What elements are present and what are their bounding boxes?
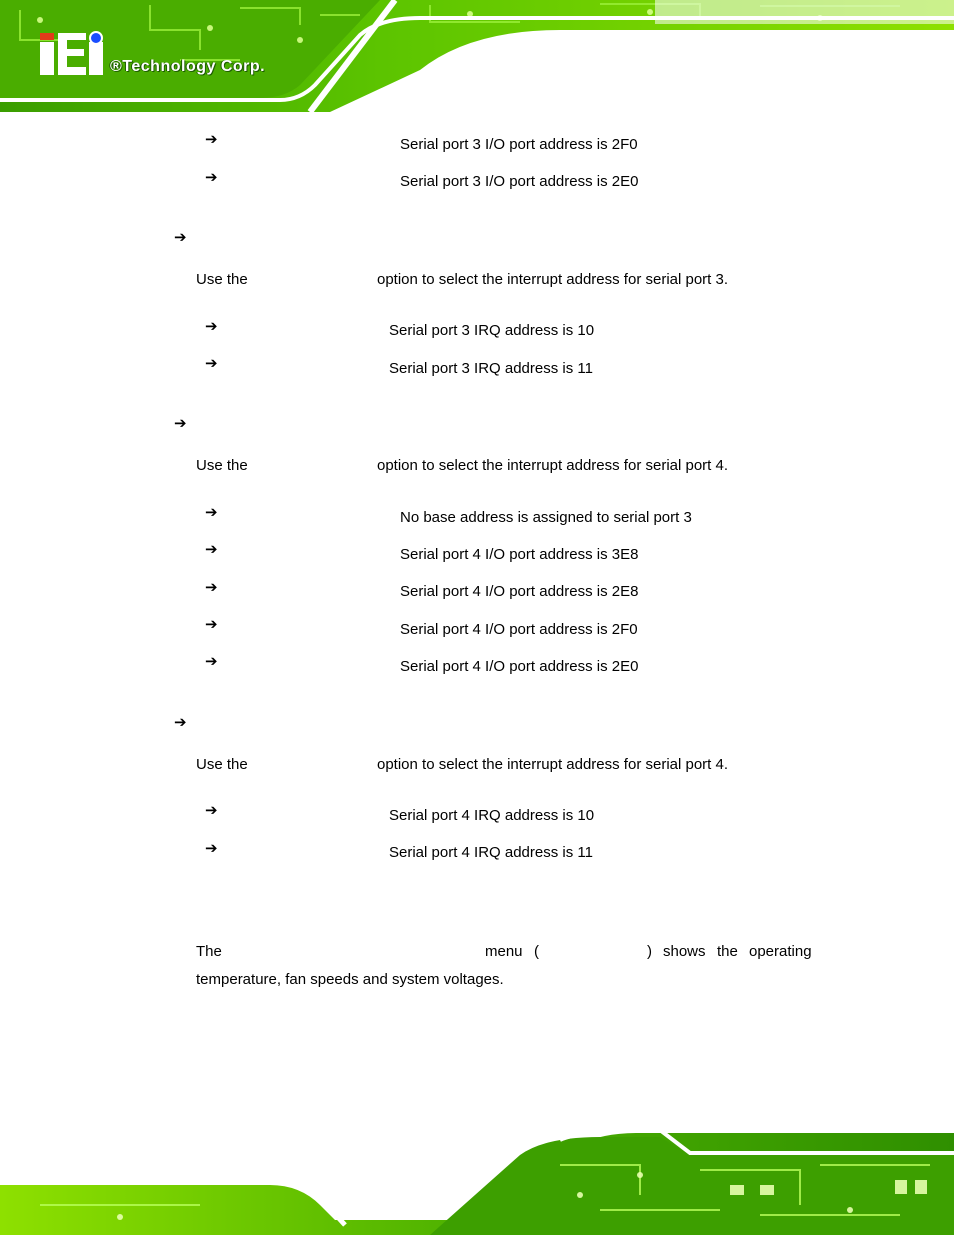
option-explanation: option to select the interrupt address for serial port 4. xyxy=(377,756,729,773)
option-description: Serial port 3 IRQ address is 10 xyxy=(389,322,595,339)
arrow-right-icon: ➔ xyxy=(205,503,218,521)
option-description: Serial port 3 I/O port address is 2E0 xyxy=(400,173,639,190)
use-the-text: Use the xyxy=(196,271,248,288)
option-description: Serial port 4 IRQ address is 10 xyxy=(389,807,595,824)
option-description: Serial port 4 I/O port address is 2E8 xyxy=(400,583,639,600)
para-word: ) xyxy=(647,943,652,960)
arrow-right-icon: ➔ xyxy=(205,130,218,148)
arrow-right-icon: ➔ xyxy=(205,839,218,857)
brand-name: ®Technology Corp. xyxy=(110,58,266,75)
arrow-right-icon: ➔ xyxy=(205,168,218,186)
option-description: Serial port 4 IRQ address is 11 xyxy=(389,844,593,861)
option-description: Serial port 3 IRQ address is 11 xyxy=(389,360,593,377)
para-word: operating xyxy=(749,943,812,960)
option-explanation: option to select the interrupt address for serial port 3. xyxy=(377,271,729,288)
arrow-right-icon: ➔ xyxy=(205,354,218,372)
paragraph-line: temperature, fan speeds and system voltages. xyxy=(196,971,504,988)
option-description: Serial port 3 I/O port address is 2F0 xyxy=(400,136,638,153)
para-word: menu xyxy=(485,943,523,960)
para-word: the xyxy=(717,943,738,960)
arrow-right-icon: ➔ xyxy=(174,414,187,432)
footer-banner xyxy=(0,1125,954,1235)
arrow-right-icon: ➔ xyxy=(205,540,218,558)
option-explanation: option to select the interrupt address for serial port 4. xyxy=(377,457,729,474)
option-description: No base address is assigned to serial port 3 xyxy=(400,509,692,526)
circuit-board-footer xyxy=(0,1125,954,1235)
arrow-right-icon: ➔ xyxy=(205,317,218,335)
para-word: ( xyxy=(534,943,539,960)
para-word: The xyxy=(196,943,222,960)
circuit-board-banner xyxy=(0,0,954,112)
arrow-right-icon: ➔ xyxy=(205,652,218,670)
arrow-right-icon: ➔ xyxy=(174,228,187,246)
para-word: shows xyxy=(663,943,706,960)
header-banner xyxy=(0,0,954,112)
arrow-right-icon: ➔ xyxy=(205,615,218,633)
use-the-text: Use the xyxy=(196,457,248,474)
arrow-right-icon: ➔ xyxy=(174,713,187,731)
option-description: Serial port 4 I/O port address is 2F0 xyxy=(400,621,638,638)
option-description: Serial port 4 I/O port address is 3E8 xyxy=(400,546,639,563)
option-description: Serial port 4 I/O port address is 2E0 xyxy=(400,658,639,675)
arrow-right-icon: ➔ xyxy=(205,578,218,596)
use-the-text: Use the xyxy=(196,756,248,773)
iei-logo-icon xyxy=(40,32,103,75)
arrow-right-icon: ➔ xyxy=(205,801,218,819)
